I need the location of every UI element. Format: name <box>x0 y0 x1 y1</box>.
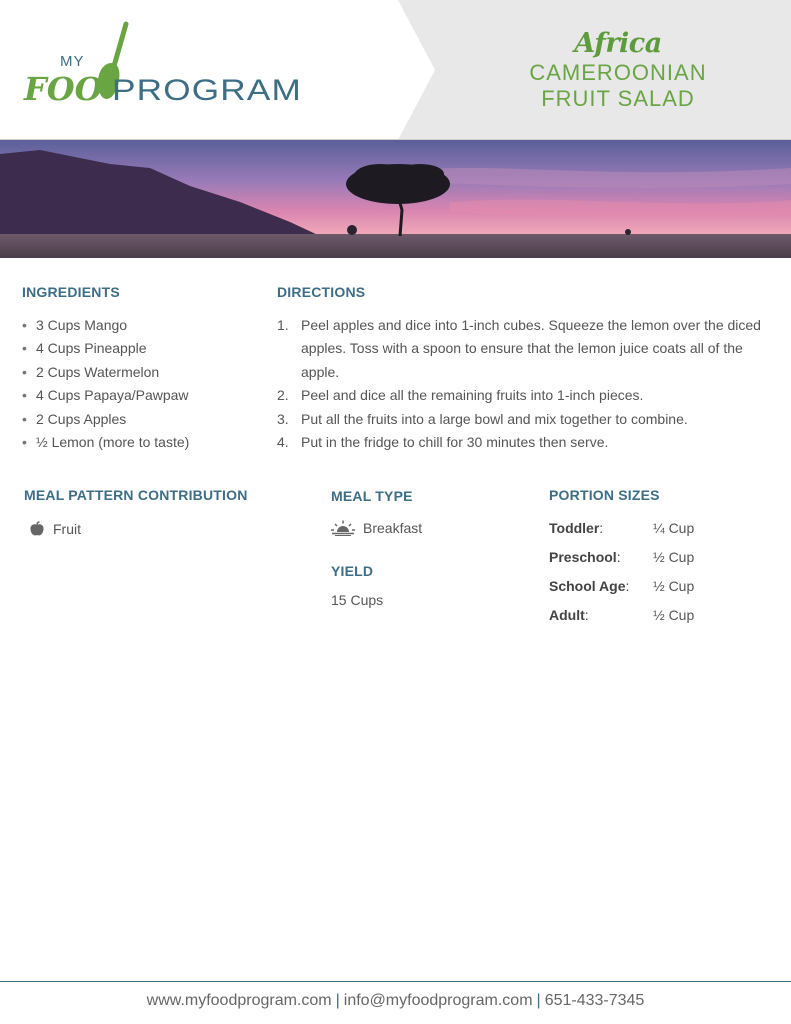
footer <box>0 992 791 1010</box>
footer-phone: 651-433-7345 <box>544 992 645 1009</box>
footer-email-link[interactable]: info@myfoodprogram.com <box>343 992 533 1009</box>
portion-sizes-heading: PORTION SIZES <box>549 487 660 503</box>
meal-pattern-label: Fruit <box>53 521 81 537</box>
footer-separator: | <box>536 992 541 1009</box>
meal-type-label: Breakfast <box>363 520 423 536</box>
recipe-title <box>440 60 791 112</box>
ingredient-item: • 4 Cups Papaya/Pawpaw <box>22 387 189 404</box>
savanna-sunset-banner <box>0 140 791 258</box>
yield-heading: YIELD <box>331 563 374 579</box>
directions-heading: DIRECTIONS <box>277 284 366 300</box>
direction-step: 2. Peel and dice all the remaining fruits into 1-inch pieces. <box>277 387 644 404</box>
meal-pattern-item <box>29 521 81 537</box>
meal-type-item <box>331 520 422 536</box>
portion-row-school-age: School Age: ½ Cup <box>549 578 695 594</box>
meal-type-heading: MEAL TYPE <box>331 488 413 504</box>
yield-value: 15 Cups <box>331 592 384 608</box>
meal-pattern-heading: MEAL PATTERN CONTRIBUTION <box>24 487 248 503</box>
sunrise-icon <box>331 520 355 536</box>
logo-food-text: FOO <box>24 70 103 108</box>
directions-list <box>277 314 767 454</box>
ingredient-item: • 2 Cups Watermelon <box>22 363 160 380</box>
recipe-title-line-1: CAMEROONIAN <box>529 60 707 85</box>
direction-step: 4. Put in the fridge to chill for 30 minutes then serve. <box>277 434 609 451</box>
recipe-title-line-2: FRUIT SALAD <box>541 86 695 111</box>
header <box>0 0 791 140</box>
direction-step: 3. Put all the fruits into a large bowl and mix together to combine. <box>277 410 688 427</box>
portion-row-preschool: Preschool: ½ Cup <box>549 549 695 565</box>
direction-step: 1. Peel apples and dice into 1-inch cubes. Squeeze the lemon over the diced apples. Toss with a spoon to ensure that the lemon juice coats all of the apple. <box>277 317 761 380</box>
ingredients-heading: INGREDIENTS <box>22 284 120 300</box>
my-food-program-logo <box>22 20 312 115</box>
ingredient-item: • 3 Cups Mango <box>22 317 128 333</box>
footer-separator: | <box>335 992 340 1009</box>
ingredient-item: • 4 Cups Pineapple <box>22 340 147 357</box>
logo-my-text: MY <box>60 53 85 70</box>
ingredient-item: • ½ Lemon (more to taste) <box>22 434 190 451</box>
ingredients-list <box>22 314 262 454</box>
apple-icon <box>29 521 45 537</box>
portion-row-adult: Adult: ½ Cup <box>549 607 695 623</box>
region-label: Africa <box>574 28 662 59</box>
logo-program-text: PROGRAM <box>112 74 302 107</box>
portion-row-toddler: Toddler: ¼ Cup <box>549 520 695 536</box>
footer-website-link[interactable]: www.myfoodprogram.com <box>146 992 332 1009</box>
footer-divider <box>0 981 791 982</box>
ingredient-item: • 2 Cups Apples <box>22 410 127 427</box>
